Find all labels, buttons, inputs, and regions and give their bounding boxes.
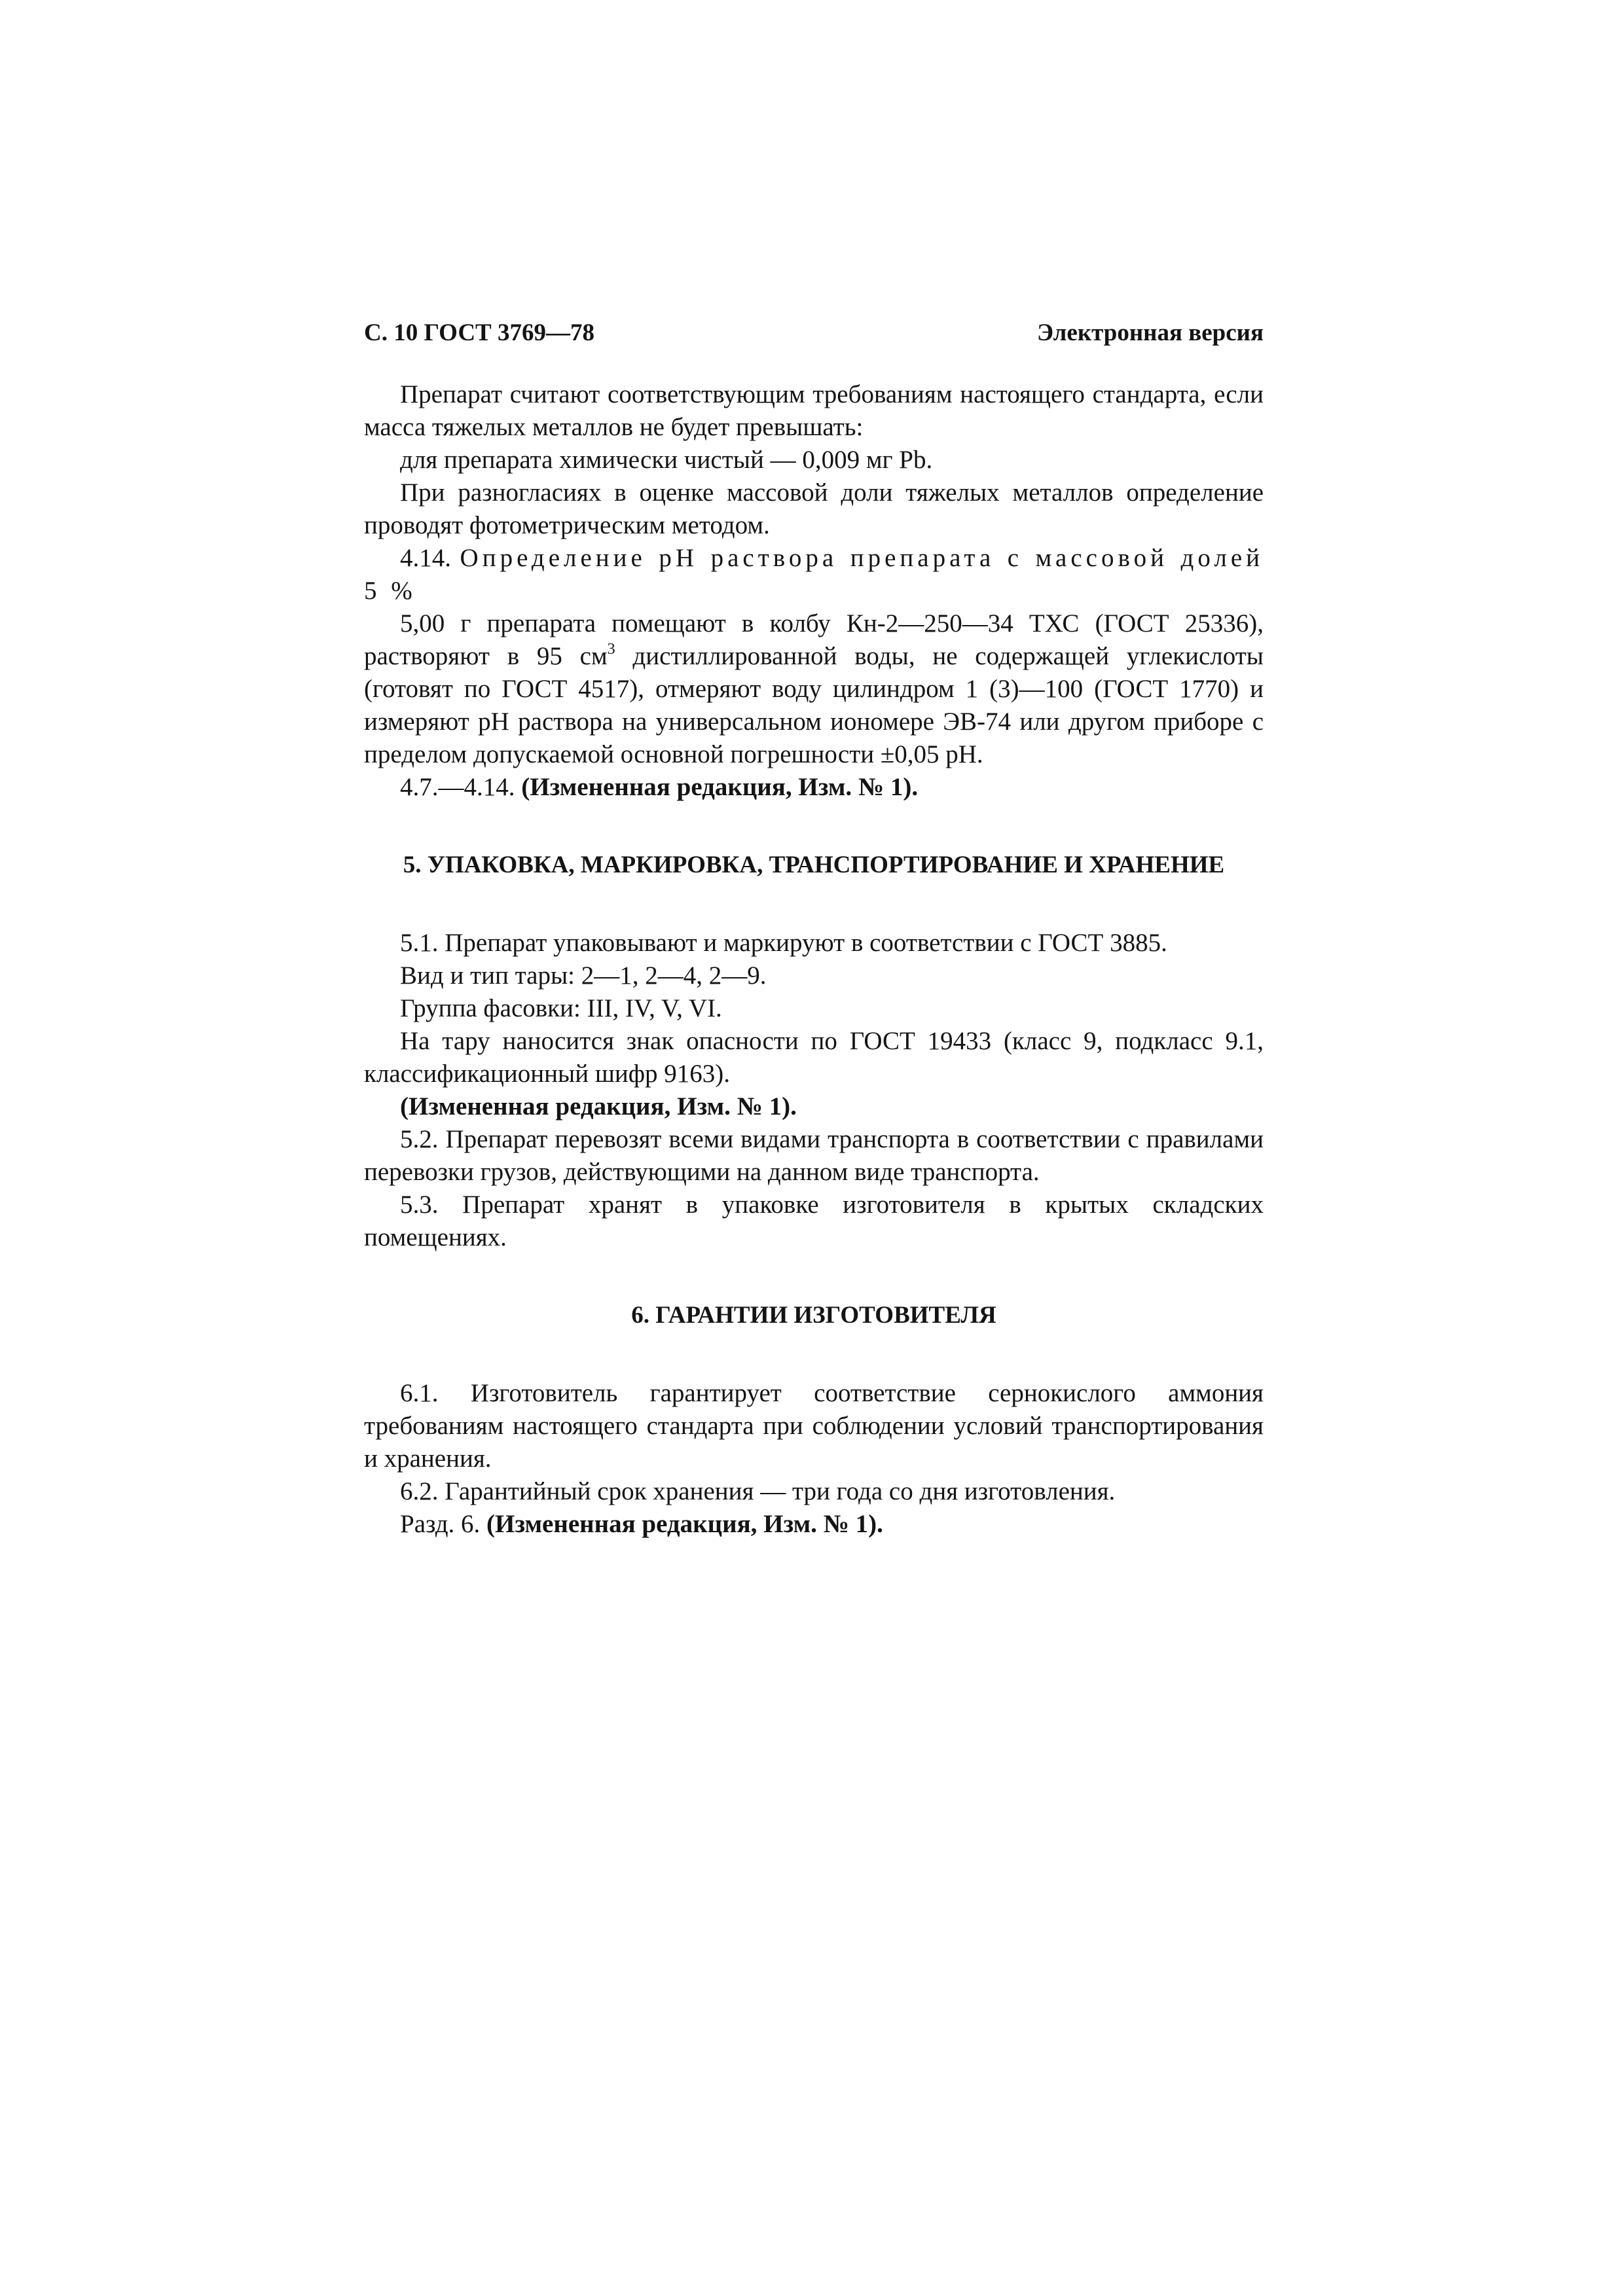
container-type: Вид и тип тары: 2—1, 2—4, 2—9. (400, 961, 767, 990)
amendment-note-5: (Измененная редакция, Изм. № 1). (400, 1092, 797, 1121)
amendment-4-prefix: 4.7.—4.14. (400, 773, 522, 801)
amendment-4-bold: (Измененная редакция, Изм. № 1). (521, 773, 919, 801)
paragraph-heavy-metals-requirement: Препарат считают соответствующим требованиям настоящего стандарта, если масса тяжелых металлов не будет превышать: (364, 380, 1264, 441)
amendment-note-6 (364, 1508, 1264, 1541)
clause-4-14-body-part1: 5,00 г препарата помещают в колбу Кн-2—250—34 ТХС (ГОСТ 25336), растворяют в 95 см (364, 609, 1264, 670)
header-electronic-version: Электронная версия (1037, 319, 1264, 346)
amendment-6-prefix: Разд. 6. (400, 1510, 487, 1538)
amendment-note-4 (364, 771, 1264, 804)
clause-4-14-body-part2: дистиллированной воды, не содержащей углекислоты (готовят по ГОСТ 4517), отмеряют воду цилиндром 1 (3)—100 (ГОСТ 1770) и измеряют рН раствора на универсальном иономере ЭВ-74 или другом приборе с пределом допускаемой основной погрешности ±0,05 рН. (364, 642, 1264, 768)
section-6-title: 6. ГАРАНТИИ ИЗГОТОВИТЕЛЯ (631, 1302, 996, 1329)
clause-6-2: 6.2. Гарантийный срок хранения — три года со дня изготовления. (400, 1477, 1116, 1505)
header-standard-number: С. 10 ГОСТ 3769—78 (364, 319, 594, 346)
clause-4-14-body (364, 607, 1264, 771)
section-5-title: 5. УПАКОВКА, МАРКИРОВКА, ТРАНСПОРТИРОВАНИЕ И ХРАНЕНИЕ (403, 852, 1225, 878)
clause-5-2: 5.2. Препарат перевозят всеми видами транспорта в соответствии с правилами перевозки грузов, действующими на данном виде транспорта. (364, 1125, 1264, 1186)
page-header (364, 317, 1264, 350)
clause-4-14-heading (364, 542, 1264, 607)
clause-4-14-title: Определение рН раствора препарата с массовой долей 5 % (364, 544, 1264, 605)
superscript-3: 3 (607, 641, 615, 658)
clause-4-14-number: 4.14. (400, 544, 460, 572)
amendment-6-bold: (Измененная редакция, Изм. № 1). (486, 1510, 883, 1538)
paragraph-chemically-pure-limit: для препарата химически чистый — 0,009 мг Pb. (400, 446, 933, 474)
clause-5-1: 5.1. Препарат упаковывают и маркируют в соответствии с ГОСТ 3885. (400, 929, 1167, 957)
document-page (364, 317, 1264, 1541)
hazard-sign: На тару наносится знак опасности по ГОСТ 19433 (класс 9, подкласс 9.1, классификационный шифр 9163). (364, 1027, 1264, 1088)
paragraph-disagreement-method: При разногласиях в оценке массовой доли тяжелых металлов определение проводят фотометрическим методом. (364, 478, 1264, 539)
clause-6-1: 6.1. Изготовитель гарантирует соответствие сернокислого аммония требованиям настоящего стандарта при соблюдении условий транспортирования и хранения. (364, 1379, 1264, 1473)
packing-group: Группа фасовки: III, IV, V, VI. (400, 994, 722, 1022)
clause-5-3: 5.3. Препарат хранят в упаковке изготовителя в крытых складских помещениях. (364, 1191, 1264, 1251)
